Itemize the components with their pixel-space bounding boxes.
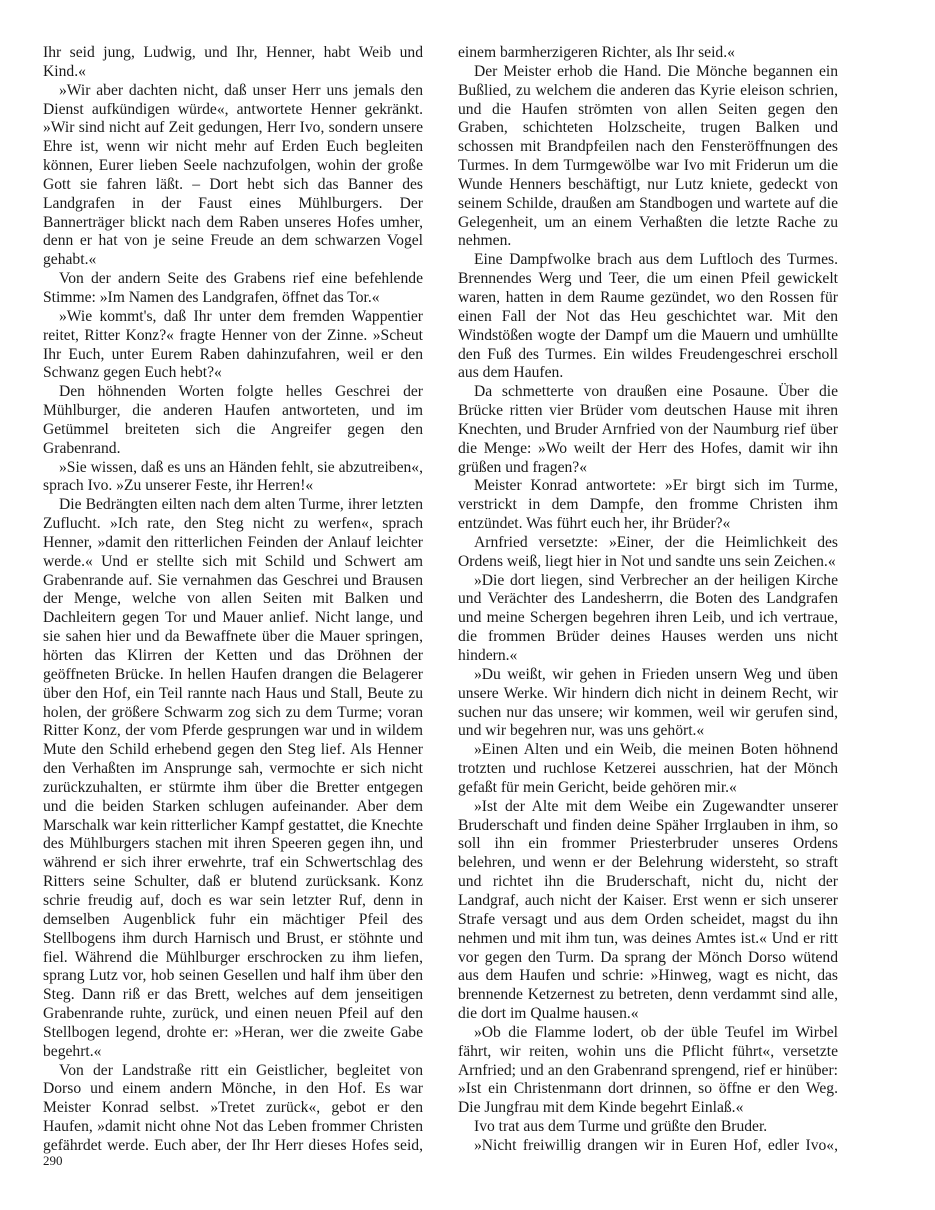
right-column	[458, 44, 838, 1156]
paragraph: Meister Konrad antwortete: »Er birgt sich im Turme, verstrickt in dem Dampfe, den fromme Christen ihm entzündet. Was führt euch her, ihr Brüder?«	[458, 477, 838, 533]
paragraph: »Nicht freiwillig drangen wir in Euren Hof, edler Ivo«,	[474, 1136, 838, 1154]
paragraph: »Ob die Flamme lodert, ob der üble Teufel im Wirbel fährt, wir reiten, wohin uns die Pflicht führt«, versetzte Arnfried; und an den Grabenrand sprengend, rief er hinüber: »Ist ein Christenmann dort drinnen, so öffne er den Weg. Die Jungfrau mit dem Kinde begehrt Einlaß.«	[458, 1023, 838, 1117]
paragraph: einem barmherzigeren Richter, als Ihr seid.«	[458, 44, 735, 61]
paragraph: Arnfried versetzte: »Einer, der die Heimlichkeit des Ordens weiß, liegt hier in Not und sandte uns sein Zeichen.«	[458, 533, 838, 570]
paragraph: »Sie wissen, daß es uns an Händen fehlt, sie abzutreiben«, sprach Ivo. »Zu unserer Feste, ihr Herren!«	[43, 458, 423, 495]
paragraph: Den höhnenden Worten folgte helles Geschrei der Mühlburger, die anderen Haufen antworteten, und im Getümmel breiteten sich die Angreifer gegen den Grabenrand.	[43, 383, 423, 457]
paragraph: Die Bedrängten eilten nach dem alten Turme, ihrer letzten Zuflucht. »Ich rate, den Steg nicht zu werfen«, sprach Henner, »damit den ritterlichen Feinden der Anlauf leichter werde.« Und er stellte sich mit Schild und Schwert am Grabenrande auf. Sie vernahmen das Geschrei und Brausen der Menge, welche von allen Seiten mit Balken und Dachleitern gegen Tor und Mauer anlief. Nicht lange, und sie sahen hier und da Bewaffnete über die Mauer springen, hörten das Klirren der Ketten und das Dröhnen der geöffneten Brücke. In hellen Haufen drangen die Belagerer über den Hof, ein Teil rannte nach Haus und Stall, Beute zu holen, der größere Schwarm zog sich zu dem Turme; voran Ritter Konz, der vom Pferde gesprungen war und in wildem Mute den Schild erhebend gegen den Steg lief. Als Henner den Verhaßten im Ansprunge sah, vermochte er sich nicht zurückzuhalten, er stürmte ihm über die Bretter entgegen und die beiden Starken schlugen aufeinander. Aber dem Marschalk war kein ritterlicher Kampf gestattet, die Knechte des Mühlburgers stachen mit ihren Speeren gegen ihn, und während er sich ihrer erwehrte, traf ein Schwertschlag des Ritters seine Schulter, daß er blutend zurücksank. Konz schrie freudig auf, doch es war sein letzter Ruf, denn in demselben Augenblick fuhr ein mächtiger Pfeil des Stellbogens ihm durch Harnisch und Brust, er stöhnte und fiel. Während die Mühlburger erschrocken zu ihm liefen, sprang Lutz vor, hob seinen Gesellen und half ihm über den Steg. Dann riß er das Brett, welches auf dem jenseitigen Grabenrande ruhte, zurück, und einen neuen Pfeil auf den Stellbogen legend, drohte er: »Heran, wer die zweite Gabe begehrt.«	[43, 496, 423, 1060]
paragraph: »Die dort liegen, sind Verbrecher an der heiligen Kirche und Verächter des Landesherrn, die Boten des Landgrafen und meine Schergen begehren ihren Leib, und ich vertraue, die frommen Brüder deines Hauses werden uns nicht hindern.«	[458, 571, 838, 664]
paragraph: Von der Landstraße ritt ein Geistlicher, begleitet von Dorso und einem andern Mönche, in den Hof. Es war Meister Konrad selbst. »Tretet zurück«, gebot er den Haufen, »damit nicht ohne Not das Leben frommer Christen gefährdet werde. Euch aber, der Ihr Herr dieses Hofes seid,	[43, 1061, 423, 1154]
left-column	[43, 44, 423, 1156]
paragraph: Eine Dampfwolke brach aus dem Luftloch des Turmes. Brennendes Werg und Teer, die um einen Pfeil gewickelt waren, hatten in dem Raume gezündet, wo den Rossen für einen Fall der Not das Heu geschichtet war. Mit den Windstößen wogte der Dampf um die Mauern und umhüllte den Fuß des Turmes. Ein wildes Freudengeschrei erscholl aus dem Haufen.	[458, 251, 838, 382]
paragraph: Ivo trat aus dem Turme und grüßte den Bruder.	[474, 1118, 768, 1136]
paragraph: »Einen Alten und ein Weib, die meinen Boten höhnend trotzten und ruchlose Ketzerei ausschrien, hat der Mönch gefaßt für mein Gericht, beide gehören mir.«	[458, 741, 838, 796]
paragraph: Ihr seid jung, Ludwig, und Ihr, Henner, habt Weib und Kind.«	[43, 44, 423, 80]
paragraph: Da schmetterte von draußen eine Posaune. Über die Brücke ritten vier Brüder vom deutschen Hause mit ihren Knechten, und Bruder Arnfried von der Naumburg rief über die Menge: »Wo weilt der Herr des Hofes, damit wir ihn grüßen und fragen?«	[458, 383, 838, 476]
paragraph: »Du weißt, wir gehen in Frieden unsern Weg und üben unsere Werke. Wir hindern dich nicht in deinem Recht, wir suchen nur das unsere; wir kommen, weil wir gerufen sind, und wir begehren nur, was uns gehört.«	[458, 665, 838, 740]
paragraph: Der Meister erhob die Hand. Die Mönche begannen ein Bußlied, zu welchem die anderen das Kyrie eleison schrien, und die Haufen strömten von allen Seiten gegen den Graben, schichteten Holzscheite, trugen Balken und schossen mit Brandpfeilen nach den Fensteröffnungen des Turmes. In dem Turmgewölbe war Ivo mit Friderun um die Wunde Henners beschäftigt, nur Lutz kniete, gedeckt von seinem Schilde, draußen am Standbogen und wartete auf die Gelegenheit, um an einem Verhaßten die letzte Rache zu nehmen.	[458, 62, 838, 250]
paragraph: »Wie kommt's, daß Ihr unter dem fremden Wappentier reitet, Ritter Konz?« fragte Henner von der Zinne. »Scheut Ihr Euch, unter Eurem Raben dahinzufahren, weil er den Schwanz gegen Euch hebt?«	[43, 307, 423, 382]
page-number: 290	[43, 1153, 63, 1168]
paragraph: »Ist der Alte mit dem Weibe ein Zugewandter unserer Bruderschaft und finden deine Späher Irrglauben in ihm, so soll ihn ein frommer Priesterbruder unseres Ordens belehren, und wenn er der Belehrung widersteht, so straft und richtet ihn die Bruderschaft, nicht du, nicht der Landgraf, auch nicht der Kaiser. Erst wenn er sich unserer Strafe versagt und aus dem Orden scheidet, magst du ihn nehmen und mit ihm tun, was deines Amtes ist.« Und er ritt vor gegen den Turm. Da sprang der Mönch Dorso wütend aus dem Haufen und schrie: »Hinweg, wagt es nicht, das brennende Ketzernest zu betreten, denn verdammt sind alle, die dort im Qualme hausen.«	[458, 797, 838, 1023]
paragraph: »Wir aber dachten nicht, daß unser Herr uns jemals den Dienst aufkündigen würde«, antwortete Henner gekränkt. »Wir sind nicht auf Zeit gedungen, Herr Ivo, sondern unsere Ehre ist, wenn wir nicht mehr auf Erden Euch begleiten können, Eurer lieben Seele nachzufolgen, wohin der große Gott sie fahren läßt. – Dort hebt sich das Banner des Landgrafen in der Faust eines Mühlburgers. Der Bannerträger blickt nach dem Raben unseres Hofes umher, denn er hat von je seine Freude an dem schwarzen Vogel gehabt.«	[43, 81, 423, 269]
paragraph: Von der andern Seite des Grabens rief eine befehlende Stimme: »Im Namen des Landgrafen, öffnet das Tor.«	[43, 270, 423, 306]
